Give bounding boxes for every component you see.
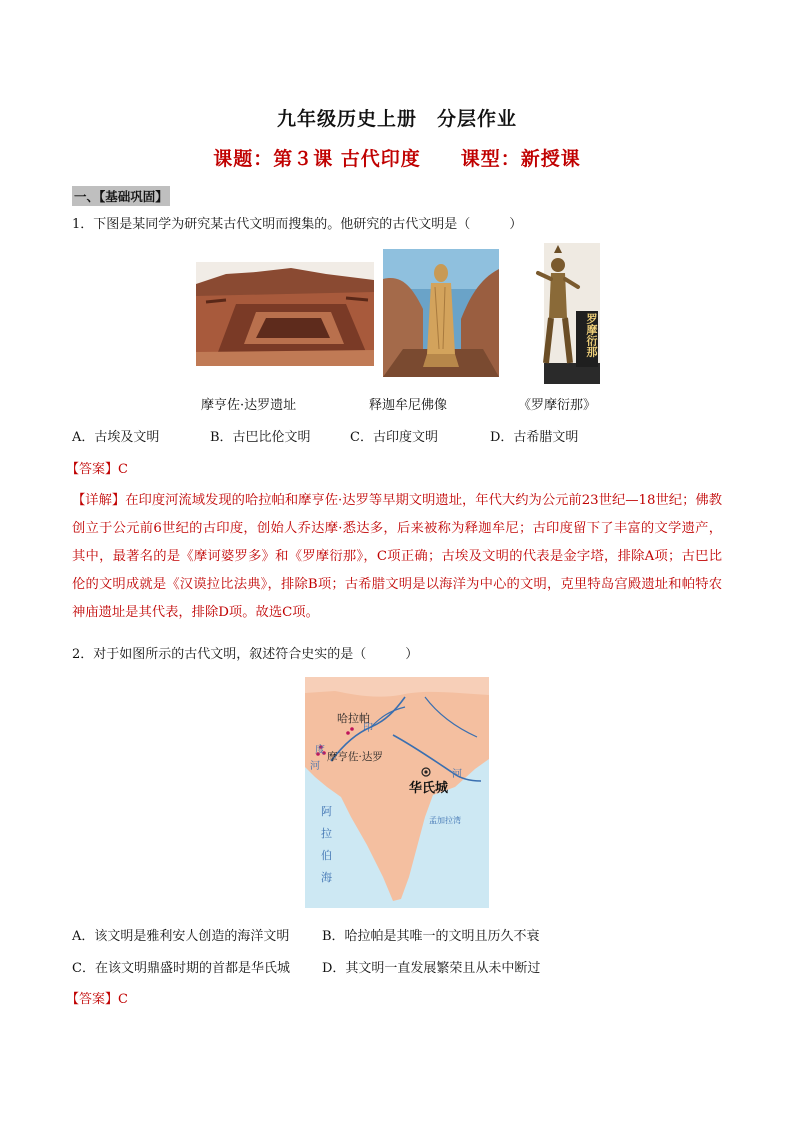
option-c[interactable]: C．在该文明鼎盛时期的首都是华氏城 (72, 961, 290, 976)
lesson-subtitle: 课题：第３课 古代印度 课型：新授课 (213, 148, 581, 170)
map-label-arabian-sea (321, 801, 333, 889)
section-heading: 一、【基础巩固】 (72, 186, 170, 206)
question-2-stem: 2．对于如图所示的古代文明，叙述符合史实的是（ ） (72, 647, 419, 662)
question-2-answer: 【答案】C (66, 992, 128, 1007)
question-2-options-row-1 (72, 925, 540, 944)
ancient-india-map (305, 677, 489, 908)
map-label-harappa: 哈拉帕 (337, 712, 370, 725)
buddha-statue-image (383, 249, 499, 377)
question-1-stem: 1．下图是某同学为研究某古代文明而搜集的。他研究的古代文明是（ ） (72, 217, 523, 232)
option-b[interactable]: B．古巴比伦文明 (210, 430, 311, 445)
arabian-sea-char-4: 海 (321, 871, 332, 884)
option-d[interactable]: D．其文明一直发展繁荣且从未中断过 (322, 961, 541, 976)
option-d[interactable]: D．古希腊文明 (490, 430, 579, 445)
arabian-sea-char-3: 伯 (321, 849, 332, 862)
map-label-indus-3: 河 (310, 761, 320, 772)
caption-ramayana: 《罗摩衍那》 (518, 398, 597, 413)
map-label-mohenjo-daro: 摩亨佐·达罗 (327, 751, 383, 763)
map-label-indus-2: 度 (315, 745, 325, 756)
mohenjo-daro-ruins-image (196, 262, 374, 366)
question-2-options-row-2 (72, 957, 540, 976)
option-a[interactable]: A．该文明是雅利安人创造的海洋文明 (72, 929, 290, 944)
question-1-answer: 【答案】C (66, 462, 128, 477)
question-1-explanation: 【详解】在印度河流域发现的哈拉帕和摩亨佐·达罗等早期文明遗址，年代大约为公元前23世纪—18世纪；佛教创立于公元前6世纪的古印度，创始人乔达摩·悉达多，后来被称为释迦牟尼；古印度留下了丰富的文学遗产，其中，最著名的是《摩诃婆罗多》和《罗摩衍那》，C项正确；古埃及文明的代表是金字塔，排除A项；古巴比伦的文明成就是《汉谟拉比法典》，排除B项；古希腊文明是以海洋为中心的文明，克里特岛宫殿遗址和帕特农神庙遗址是其代表，排除D项。故选C项。 (72, 493, 722, 620)
option-b[interactable]: B．哈拉帕是其唯一的文明且历久不衰 (322, 929, 540, 944)
map-label-ganges: 河 (452, 769, 462, 780)
page-title: 九年级历史上册 分层作业 (276, 108, 517, 130)
arabian-sea-char-2: 拉 (321, 827, 332, 840)
option-a[interactable]: A．古埃及文明 (72, 430, 160, 445)
arabian-sea-char-1: 阿 (321, 805, 332, 818)
ramayana-book-cover-image (514, 243, 600, 384)
caption-buddha: 释迦牟尼佛像 (369, 398, 448, 413)
map-label-pataliputra: 华氏城 (409, 781, 449, 796)
option-c[interactable]: C．古印度文明 (350, 430, 438, 445)
book-cover-title: 罗摩衍那 (585, 313, 598, 357)
map-label-bay-of-bengal: 孟加拉湾 (429, 816, 461, 825)
map-label-indus-1: 印 (363, 723, 373, 734)
caption-ruins: 摩亨佐·达罗遗址 (201, 398, 297, 413)
question-1-options (72, 426, 578, 445)
